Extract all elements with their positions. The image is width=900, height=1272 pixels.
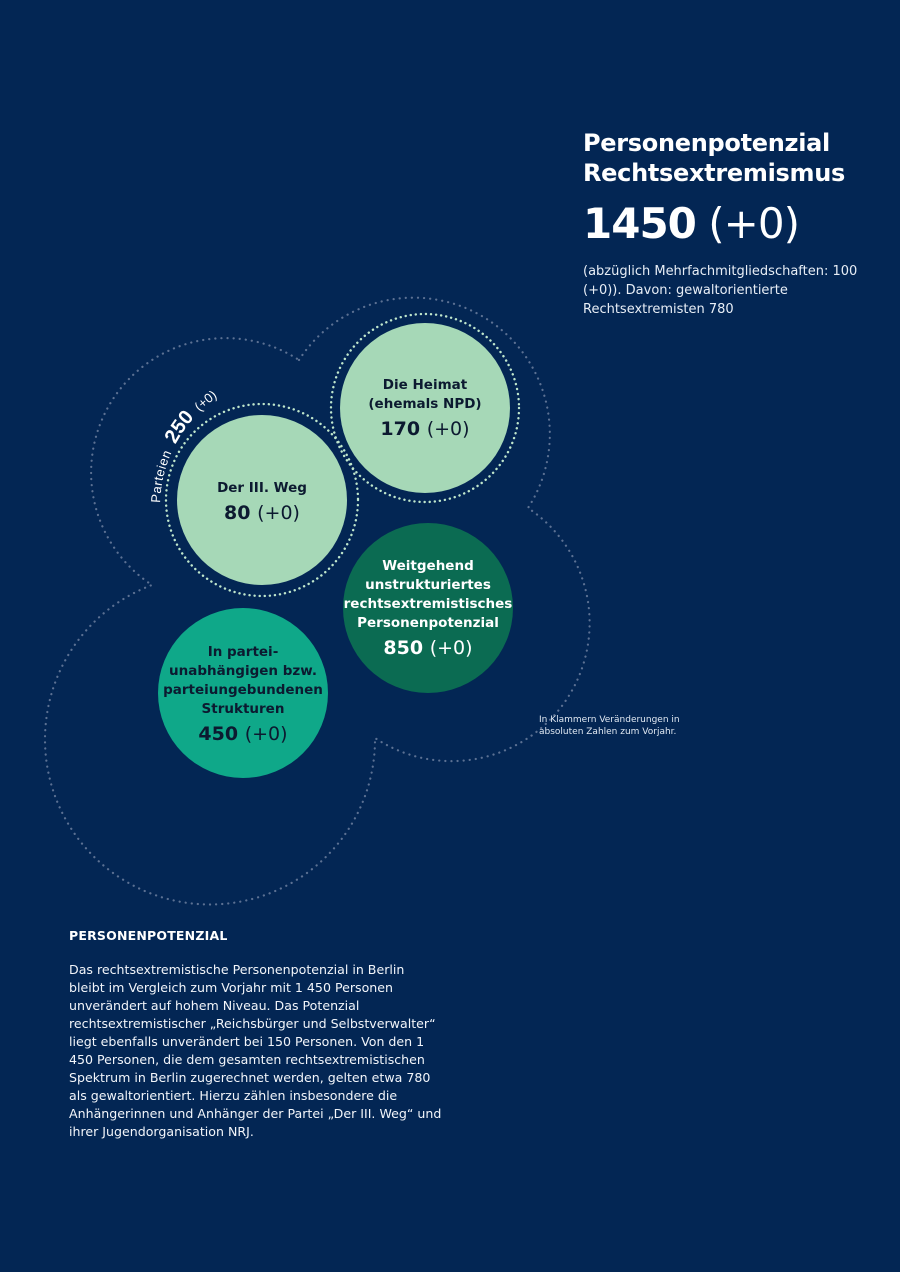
drittweg-value-row [182, 500, 342, 526]
heimat-value-row [345, 416, 505, 442]
headline-title-line1: Personenpotenzial [583, 129, 830, 157]
unstructured-line1: Weitgehend [382, 558, 474, 574]
circle-heimat-label [345, 376, 505, 442]
circle-drittweg-label [182, 479, 342, 526]
independent-line2: unabhängigen bzw. [168, 663, 317, 679]
heimat-change: (+0) [426, 418, 470, 440]
heimat-value: 170 [380, 418, 421, 440]
independent-line4: Strukturen [201, 701, 285, 717]
drittweg-value: 80 [224, 502, 251, 524]
footnote-line2: absoluten Zahlen zum Vorjahr. [539, 727, 677, 737]
footnote-line1: In Klammern Veränderungen in [539, 715, 680, 725]
circle-independent-label [158, 643, 328, 747]
unstructured-change: (+0) [429, 637, 473, 659]
section-body: Das rechtsextremistische Personenpotenzial in Berlin bleibt im Vergleich zum Vorjahr mit 1 450 Personen unverändert auf hohem Niveau. Das Potenzial rechtsextremistischer „Reichsbürger und Selbstverwalter“ liegt ebenfalls unverändert bei 150 Personen. Von den 1 450 Personen, die dem gesamten rechtsextremistischen Spektrum in Berlin zugerechnet werden, gelten etwa 780 als gewaltorientiert. Hierzu zählen insbesondere die Anhängerinnen und Anhänger der Partei „Der III. Weg“ und ihrer Jugendorganisation NRJ. [69, 962, 442, 1139]
independent-line1: In partei- [207, 644, 279, 660]
unstructured-value: 850 [383, 637, 424, 659]
headline-total-change: (+0) [708, 199, 799, 248]
independent-value-row [158, 721, 328, 747]
drittweg-line1: Der III. Weg [217, 480, 307, 496]
circle-unstructured-label [343, 557, 513, 661]
unstructured-line3: rechtsextremistisches [343, 596, 513, 612]
drittweg-change: (+0) [257, 502, 300, 524]
headline-title-line2: Rechtsextremismus [583, 159, 845, 187]
text-section [69, 928, 444, 1141]
unstructured-line2: unstrukturiertes [365, 577, 491, 593]
footnote [539, 714, 719, 738]
headline-total-value: 1450 [583, 199, 696, 248]
headline-note: (abzüglich Mehrfachmitgliedschaften: 100 (+0)). Davon: gewaltorientierte Rechtsextremisten 780 [583, 264, 858, 317]
independent-line3: parteiungebundenen [163, 682, 323, 698]
independent-change: (+0) [244, 723, 288, 745]
heimat-line1: Die Heimat [382, 377, 468, 393]
parties-value: 250 [160, 406, 199, 448]
unstructured-value-row [343, 635, 513, 661]
unstructured-line4: Personenpotenzial [357, 615, 499, 631]
heimat-line2: (ehemals NPD) [368, 396, 482, 412]
parties-change: (+0) [191, 387, 220, 415]
parties-label: Parteien [147, 447, 175, 504]
section-heading: PERSONENPOTENZIAL [69, 928, 228, 943]
independent-value: 450 [198, 723, 239, 745]
